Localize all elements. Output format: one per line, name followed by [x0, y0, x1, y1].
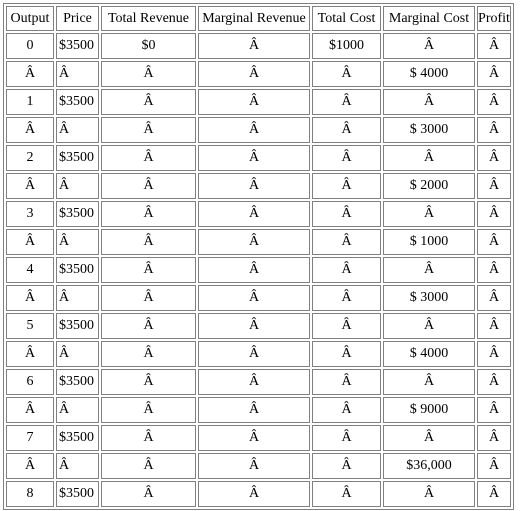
cell-price: $3500 — [56, 313, 99, 339]
cell-marginal-revenue: Â — [198, 89, 310, 115]
cell-marginal-revenue: Â — [198, 229, 310, 255]
cell-profit: Â — [477, 117, 511, 143]
table-row — [6, 89, 511, 115]
cell-profit: Â — [477, 201, 511, 227]
cell-total-cost: Â — [312, 453, 381, 479]
cell-total-revenue: Â — [101, 61, 196, 87]
table-row — [6, 397, 511, 423]
cell-total-revenue: Â — [101, 229, 196, 255]
cell-total-revenue: Â — [101, 173, 196, 199]
cell-profit: Â — [477, 145, 511, 171]
cell-total-cost: Â — [312, 229, 381, 255]
cell-output: 4 — [6, 257, 54, 283]
cell-marginal-cost: $ 4000 — [383, 61, 475, 87]
cell-marginal-revenue: Â — [198, 397, 310, 423]
cell-output: 3 — [6, 201, 54, 227]
table-row — [6, 229, 511, 255]
table-row — [6, 313, 511, 339]
cell-output: 2 — [6, 145, 54, 171]
cell-price: $3500 — [56, 201, 99, 227]
cell-price: $3500 — [56, 425, 99, 451]
header-row — [6, 6, 511, 31]
cell-total-cost: $1000 — [312, 33, 381, 59]
header-total-cost: Total Cost — [312, 6, 381, 31]
cell-output: Â — [6, 341, 54, 367]
cell-total-cost: Â — [312, 285, 381, 311]
cell-marginal-revenue: Â — [198, 313, 310, 339]
cell-marginal-revenue: Â — [198, 453, 310, 479]
cost-revenue-table — [3, 3, 514, 510]
cell-marginal-cost: $ 4000 — [383, 341, 475, 367]
cell-output: Â — [6, 229, 54, 255]
cell-profit: Â — [477, 453, 511, 479]
cell-output: Â — [6, 397, 54, 423]
cell-output: 1 — [6, 89, 54, 115]
cell-total-revenue: Â — [101, 481, 196, 507]
cell-total-revenue: Â — [101, 313, 196, 339]
cell-profit: Â — [477, 341, 511, 367]
cell-marginal-revenue: Â — [198, 341, 310, 367]
cell-total-revenue: Â — [101, 397, 196, 423]
cell-price: Â — [56, 397, 99, 423]
cell-total-cost: Â — [312, 341, 381, 367]
header-profit: Profit — [477, 6, 511, 31]
cost-revenue-table-container — [3, 3, 514, 510]
table-row — [6, 201, 511, 227]
cell-marginal-revenue: Â — [198, 61, 310, 87]
cell-marginal-revenue: Â — [198, 257, 310, 283]
cell-price: $3500 — [56, 89, 99, 115]
cell-marginal-cost: Â — [383, 89, 475, 115]
cell-marginal-revenue: Â — [198, 369, 310, 395]
header-marginal-revenue: Marginal Revenue — [198, 6, 310, 31]
cell-price: Â — [56, 341, 99, 367]
cell-total-cost: Â — [312, 425, 381, 451]
cell-marginal-cost: Â — [383, 313, 475, 339]
table-row — [6, 341, 511, 367]
cell-marginal-revenue: Â — [198, 201, 310, 227]
cell-marginal-cost: Â — [383, 145, 475, 171]
cell-profit: Â — [477, 173, 511, 199]
cell-output: 8 — [6, 481, 54, 507]
cell-price: Â — [56, 285, 99, 311]
cell-marginal-revenue: Â — [198, 173, 310, 199]
cell-profit: Â — [477, 257, 511, 283]
cell-output: 7 — [6, 425, 54, 451]
cell-total-revenue: Â — [101, 285, 196, 311]
cell-marginal-cost: Â — [383, 425, 475, 451]
cell-marginal-cost: $ 9000 — [383, 397, 475, 423]
cell-output: Â — [6, 285, 54, 311]
cell-total-revenue: Â — [101, 341, 196, 367]
cell-marginal-revenue: Â — [198, 285, 310, 311]
cell-marginal-cost: Â — [383, 369, 475, 395]
cell-profit: Â — [477, 229, 511, 255]
cell-profit: Â — [477, 397, 511, 423]
cell-price: $3500 — [56, 145, 99, 171]
cell-marginal-cost: Â — [383, 33, 475, 59]
cell-total-cost: Â — [312, 61, 381, 87]
cell-total-cost: Â — [312, 313, 381, 339]
table-row — [6, 453, 511, 479]
cell-profit: Â — [477, 369, 511, 395]
cell-price: $3500 — [56, 33, 99, 59]
cell-total-cost: Â — [312, 369, 381, 395]
cell-profit: Â — [477, 285, 511, 311]
table-row — [6, 481, 511, 507]
header-total-revenue: Total Revenue — [101, 6, 196, 31]
cell-total-revenue: Â — [101, 257, 196, 283]
cell-profit: Â — [477, 89, 511, 115]
cell-profit: Â — [477, 481, 511, 507]
cell-total-cost: Â — [312, 89, 381, 115]
cell-output: Â — [6, 173, 54, 199]
table-row — [6, 369, 511, 395]
cell-total-cost: Â — [312, 117, 381, 143]
cell-price: $3500 — [56, 481, 99, 507]
cell-total-revenue: Â — [101, 145, 196, 171]
cell-marginal-cost: $ 3000 — [383, 117, 475, 143]
cell-output: Â — [6, 61, 54, 87]
cell-marginal-revenue: Â — [198, 117, 310, 143]
cell-output: 0 — [6, 33, 54, 59]
cell-total-revenue: $0 — [101, 33, 196, 59]
header-output: Output — [6, 6, 54, 31]
cell-profit: Â — [477, 61, 511, 87]
cell-price: $3500 — [56, 369, 99, 395]
cell-total-cost: Â — [312, 397, 381, 423]
table-row — [6, 117, 511, 143]
cell-marginal-revenue: Â — [198, 33, 310, 59]
cell-marginal-cost: $36,000 — [383, 453, 475, 479]
cell-total-revenue: Â — [101, 425, 196, 451]
cell-total-revenue: Â — [101, 117, 196, 143]
cell-marginal-cost: Â — [383, 257, 475, 283]
cell-marginal-cost: $ 1000 — [383, 229, 475, 255]
table-row — [6, 145, 511, 171]
header-price: Price — [56, 6, 99, 31]
cell-marginal-cost: $ 3000 — [383, 285, 475, 311]
cell-price: $3500 — [56, 257, 99, 283]
table-row — [6, 425, 511, 451]
cell-price: Â — [56, 61, 99, 87]
cell-total-revenue: Â — [101, 201, 196, 227]
cell-marginal-revenue: Â — [198, 481, 310, 507]
table-row — [6, 257, 511, 283]
cell-profit: Â — [477, 425, 511, 451]
cell-total-revenue: Â — [101, 89, 196, 115]
cell-total-cost: Â — [312, 145, 381, 171]
cell-output: 5 — [6, 313, 54, 339]
table-row — [6, 33, 511, 59]
cell-marginal-cost: Â — [383, 201, 475, 227]
cell-total-cost: Â — [312, 173, 381, 199]
cell-output: Â — [6, 117, 54, 143]
table-row — [6, 173, 511, 199]
cell-marginal-cost: $ 2000 — [383, 173, 475, 199]
cell-marginal-revenue: Â — [198, 145, 310, 171]
cell-profit: Â — [477, 33, 511, 59]
cell-marginal-revenue: Â — [198, 425, 310, 451]
cell-price: Â — [56, 173, 99, 199]
cell-marginal-cost: Â — [383, 481, 475, 507]
cell-price: Â — [56, 229, 99, 255]
cell-total-revenue: Â — [101, 453, 196, 479]
cell-output: Â — [6, 453, 54, 479]
cell-total-cost: Â — [312, 201, 381, 227]
cell-total-cost: Â — [312, 257, 381, 283]
cell-price: Â — [56, 117, 99, 143]
cell-total-revenue: Â — [101, 369, 196, 395]
table-row — [6, 61, 511, 87]
cell-profit: Â — [477, 313, 511, 339]
table-row — [6, 285, 511, 311]
cell-total-cost: Â — [312, 481, 381, 507]
cell-price: Â — [56, 453, 99, 479]
header-marginal-cost: Marginal Cost — [383, 6, 475, 31]
cell-output: 6 — [6, 369, 54, 395]
